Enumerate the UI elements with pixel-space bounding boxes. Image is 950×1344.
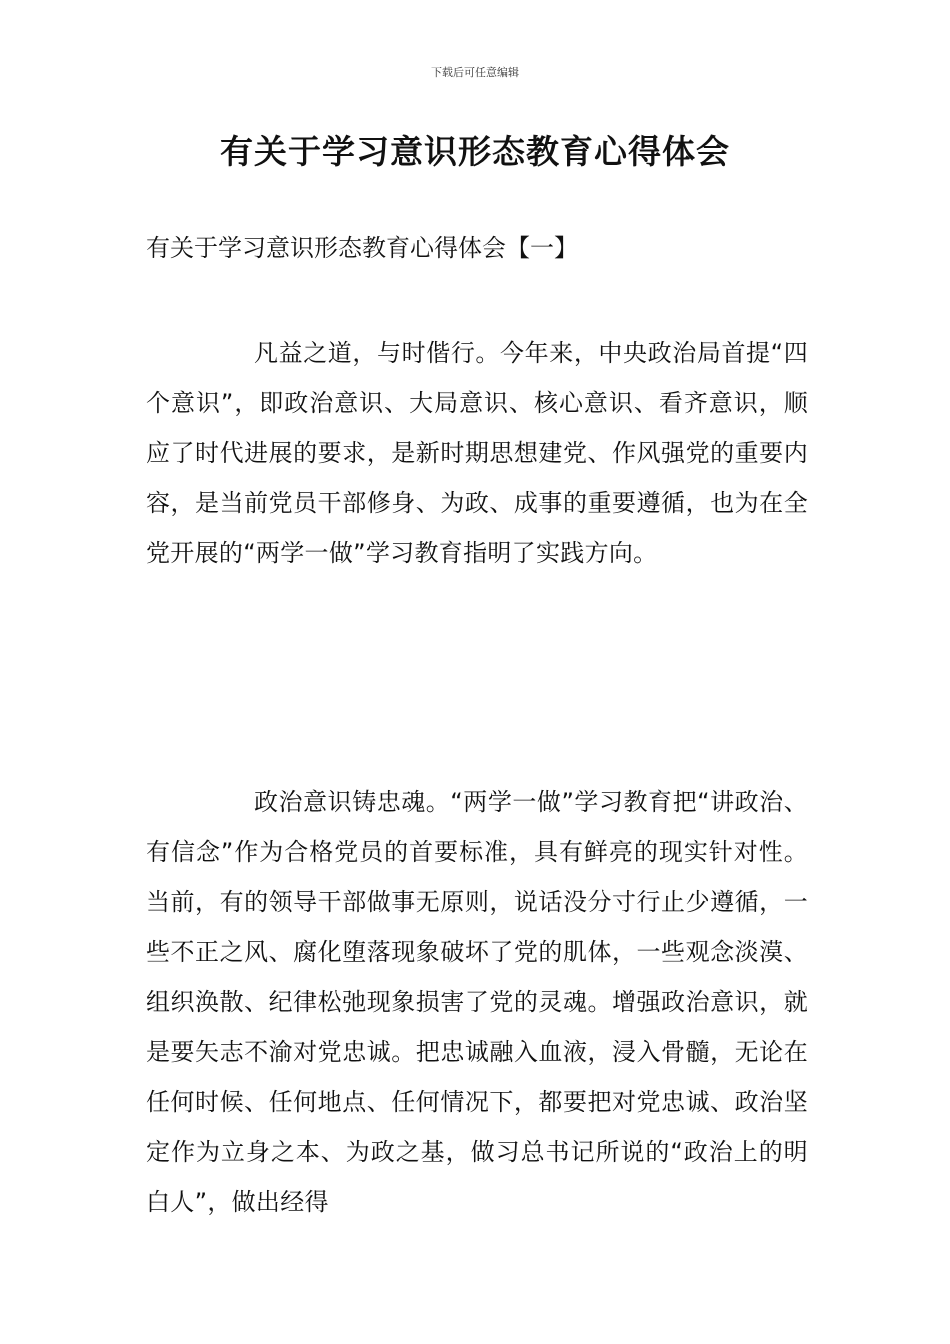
document-title: 有关于学习意识形态教育心得体会 — [220, 132, 730, 171]
header-note: 下载后可任意编辑 — [431, 66, 519, 79]
paragraph-1: 凡益之道，与时偕行。今年来，中央政治局首提“四个意识”，即政治意识、大局意识、核心意识、看齐意识，顺应了时代进展的要求，是新时期思想建党、作风强党的重要内容，是当前党员干部修身、为政、成事的重要遵循，也为在全党开展的“两学一做”学习教育指明了实践方向。 — [146, 339, 808, 567]
section-heading: 有关于学习意识形态教育心得体会【一】 — [146, 234, 578, 262]
paragraph-2: 政治意识铸忠魂。“两学一做”学习教育把“讲政治、有信念”作为合格党员的首要标准，具有鲜亮的现实针对性。当前，有的领导干部做事无原则，说话没分寸行止少遵循，一些不正之风、腐化堕落现象破坏了党的肌体，一些观念淡漠、组织涣散、纪律松弛现象损害了党的灵魂。增强政治意识，就是要矢志不渝对党忠诚。把忠诚融入血液，浸入骨髓，无论在任何时候、任何地点、任何情况下，都要把对党忠诚、政治坚定作为立身之本、为政之基，做习总书记所说的“政治上的明白人”，做出经得 — [146, 788, 808, 1216]
